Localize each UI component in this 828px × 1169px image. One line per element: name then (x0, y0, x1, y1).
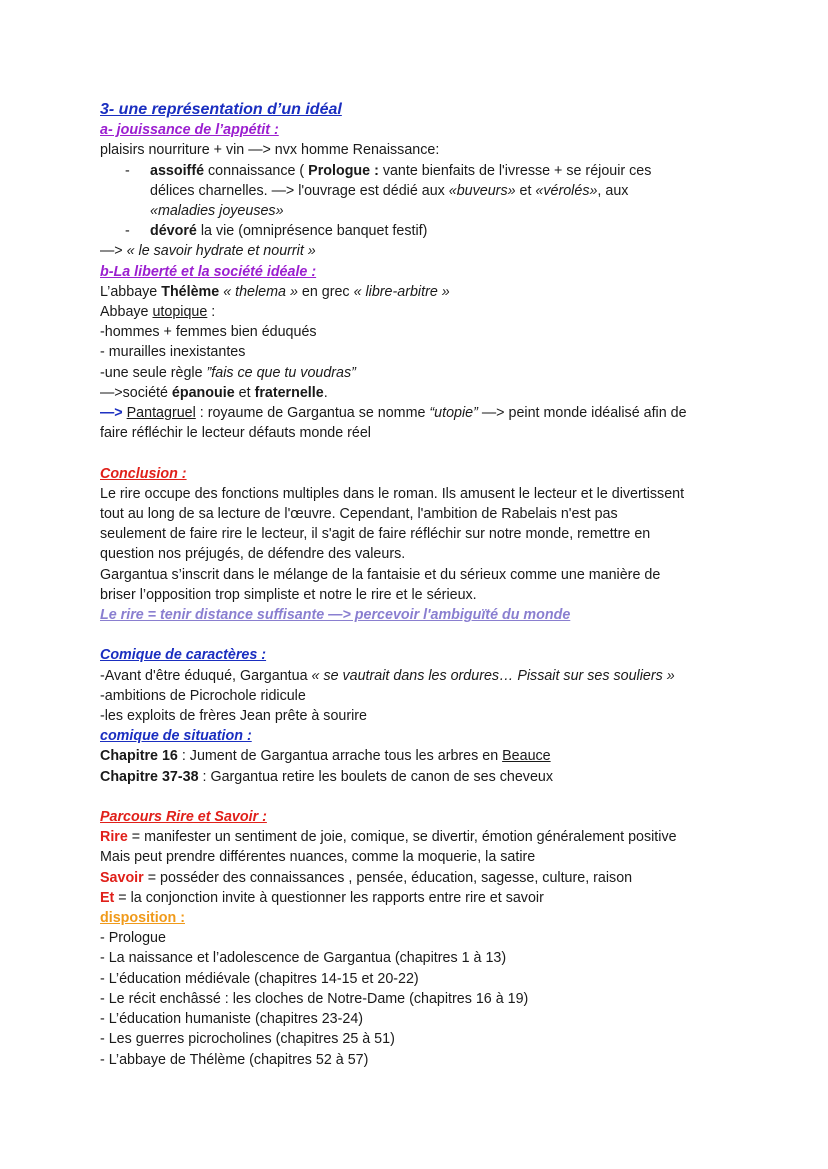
comique-caracteres-heading: Comique de caractères : (100, 647, 267, 664)
subsection-b-line-7: —> Pantagruel : royaume de Gargantua se nomme “utopie” —> peint monde idéalisé afin de (100, 405, 687, 422)
subsection-a-conclusion: —> « le savoir hydrate et nourrit » (100, 243, 316, 260)
subsection-b-line-6: —>société épanouie et fraternelle. (100, 384, 328, 401)
disposition-item: - Les guerres picrocholines (chapitres 25 à 51) (100, 1031, 395, 1048)
subsection-b-line-2: Abbaye utopique : (100, 304, 216, 321)
disposition-item: - L’éducation humaniste (chapitres 23-24) (100, 1011, 364, 1028)
disposition-heading: disposition : (100, 910, 185, 927)
subsection-b-line-4: - murailles inexistantes (100, 344, 246, 361)
comique-caracteres-line-1: -Avant d'être éduqué, Gargantua « se vautrait dans les ordures… Pissait sur ses souliers » (100, 667, 675, 684)
comique-situation-heading: comique de situation : (100, 728, 252, 745)
conclusion-line: question nos préjugés, de défendre des valeurs. (100, 546, 406, 563)
section-3-title: 3- une représentation d’un idéal (100, 101, 342, 118)
conclusion-heading: Conclusion : (100, 465, 187, 482)
comique-situation-line-1: Chapitre 16 : Jument de Gargantua arrache tous les arbres en Beauce (100, 748, 551, 765)
conclusion-summary: Le rire = tenir distance suffisante —> percevoir l'ambiguïté du monde (100, 607, 571, 624)
parcours-et: Et = la conjonction invite à questionner les rapports entre rire et savoir (100, 889, 544, 906)
bullet-assoiffe-line-2: délices charnelles. —> l'ouvrage est dédié aux «buveurs» et «vérolés», aux (150, 182, 629, 199)
disposition-item: - Prologue (100, 930, 166, 947)
comique-caracteres-line-2: -ambitions de Picrochole ridicule (100, 687, 306, 704)
subsection-b-line-5: -une seule règle ”fais ce que tu voudras” (100, 364, 356, 381)
comique-situation-line-2: Chapitre 37-38 : Gargantua retire les boulets de canon de ses cheveux (100, 768, 553, 785)
disposition-item: - L’abbaye de Thélème (chapitres 52 à 57) (100, 1051, 369, 1068)
disposition-item: - L’éducation médiévale (chapitres 14-15 et 20-22) (100, 970, 419, 987)
subsection-b-line-8: faire réfléchir le lecteur défauts monde réel (100, 425, 371, 442)
arrow-icon: —> (100, 405, 127, 422)
conclusion-line: seulement de faire rire le lecteur, il s'agit de faire réfléchir sur notre monde, remettre en (100, 526, 651, 543)
disposition-item: - La naissance et l’adolescence de Gargantua (chapitres 1 à 13) (100, 950, 507, 967)
subsection-b-line-3: -hommes + femmes bien éduqués (100, 324, 317, 341)
bullet-dash: - (125, 223, 130, 240)
spacer (100, 625, 740, 645)
conclusion-line: briser l’opposition trop simpliste et notre le rire et le sérieux. (100, 586, 477, 603)
spacer (100, 443, 740, 463)
conclusion-line: tout au long de sa lecture de l'œuvre. Cependant, l'ambition de Rabelais n'est pas (100, 506, 618, 523)
subsection-a-heading: a- jouissance de l’appétit : (100, 122, 279, 139)
parcours-rire-line-2: Mais peut prendre différentes nuances, comme la moquerie, la satire (100, 849, 536, 866)
bullet-dash: - (125, 162, 130, 179)
conclusion-line: Le rire occupe des fonctions multiples dans le roman. Ils amusent le lecteur et le divertissent (100, 485, 685, 502)
spacer (100, 787, 740, 807)
parcours-savoir: Savoir = posséder des connaissances , pensée, éducation, sagesse, culture, raison (100, 869, 633, 886)
comique-caracteres-line-3: -les exploits de frères Jean prête à sourire (100, 708, 368, 725)
bullet-assoiffe: - assoiffé connaissance ( Prologue : vante bienfaits de l'ivresse + se réjouir ces (100, 161, 740, 181)
parcours-heading: Parcours Rire et Savoir : (100, 809, 267, 826)
bullet-assoiffe-line-3: «maladies joyeuses» (150, 203, 284, 220)
document-content (100, 100, 740, 1070)
bullet-devore: - dévoré la vie (omniprésence banquet festif) (100, 221, 740, 241)
parcours-rire: Rire = manifester un sentiment de joie, comique, se divertir, émotion généralement positive (100, 829, 677, 846)
subsection-b-line-1: L’abbaye Thélème « thelema » en grec « libre-arbitre » (100, 283, 450, 300)
conclusion-line: Gargantua s’inscrit dans le mélange de la fantaisie et du sérieux comme une manière de (100, 566, 661, 583)
subsection-a-intro: plaisirs nourriture + vin —> nvx homme Renaissance: (100, 142, 440, 159)
subsection-b-heading: b-La liberté et la société idéale : (100, 263, 317, 280)
disposition-item: - Le récit enchâssé : les cloches de Notre-Dame (chapitres 16 à 19) (100, 990, 529, 1007)
